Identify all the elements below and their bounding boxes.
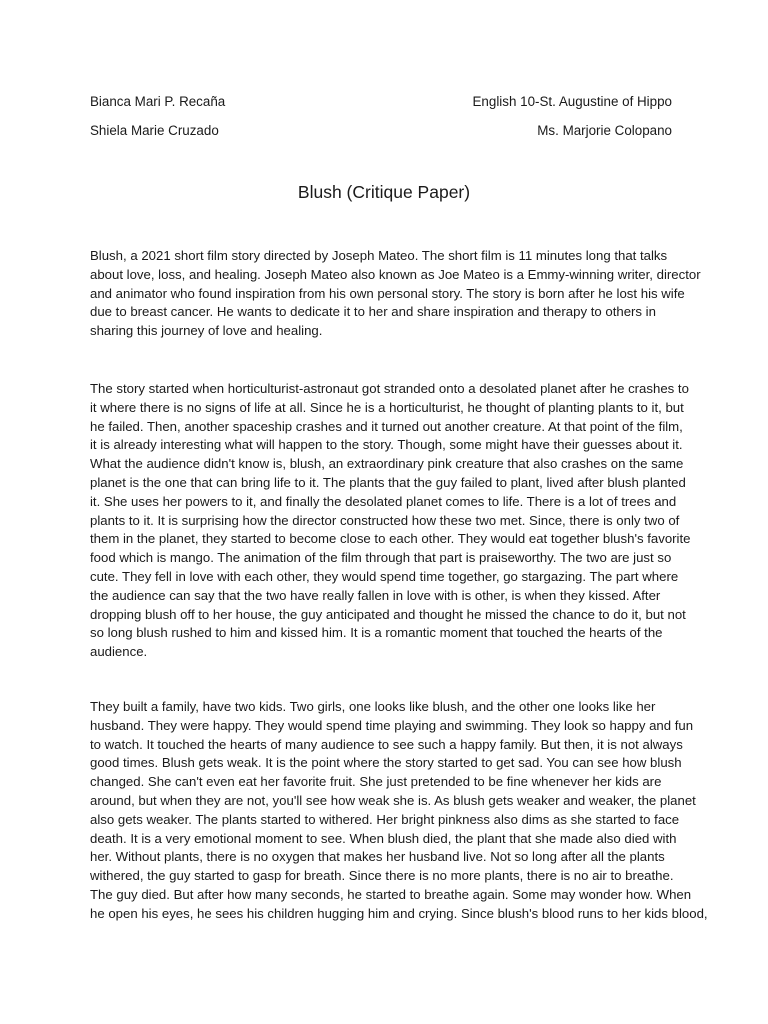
author-name-1: Bianca Mari P. Recaña (90, 94, 226, 109)
paragraph-line: dropping blush off to her house, the guy anticipated and thought he missed the chance to do it, but not (90, 606, 686, 622)
paragraph-line: good times. Blush gets weak. It is the point where the story started to get sad. You can see how blush (90, 755, 682, 771)
paragraph-line: it. She uses her powers to it, and finally the desolated planet comes to life. There is a lot of trees and (90, 493, 677, 509)
paragraph-line: The story started when horticulturist-astronaut got stranded onto a desolated planet after he crashes to (90, 381, 689, 396)
paragraph-line: due to breast cancer. He wants to dedicate it to her and share inspiration and therapy to others in (90, 304, 656, 320)
paragraph-line: husband. They were happy. They would spend time playing and swimming. They look so happy and fun (90, 717, 694, 733)
paragraph-line: food which is mango. The animation of the film through that part is praiseworthy. The two are just so (90, 550, 672, 566)
teacher-name: Ms. Marjorie Colopano (537, 123, 672, 138)
paragraph-line: it where there is no signs of life at all. Since he is a horticulturist, he thought of planting plants to it, but (90, 399, 684, 415)
paragraph-line: around, but when they are not, you'll see how weak she is. As blush gets weaker and weaker, the planet (90, 792, 696, 808)
paragraph-line: What the audience didn't know is, blush, an extraordinary pink creature that also crashes on the same (90, 456, 684, 472)
paragraph-line: them in the planet, they started to become close to each other. They would eat together blush's favorite (90, 531, 691, 547)
paragraph-2 (90, 380, 691, 662)
paragraph-line: audience. (90, 644, 148, 660)
paragraph-line: Blush, a 2021 short film story directed by Joseph Mateo. The short film is 11 minutes long that talks (90, 248, 668, 263)
paragraph-line: also gets weaker. The plants started to withered. Her bright pinkness also dims as she started to face (90, 811, 680, 827)
paragraph-line: They built a family, have two kids. Two girls, one looks like blush, and the other one looks like her (90, 699, 656, 714)
paragraph-line: he open his eyes, he sees his children hugging him and crying. Since blush's blood runs to her kids blood, (90, 905, 708, 921)
paragraph-line: and animator who found inspiration from his own personal story. The story is born after he lost his wife (90, 285, 685, 301)
paragraph-line: planet is the one that can bring life to it. The plants that the guy failed to plant, lived after blush planted (90, 474, 686, 490)
paragraph-line: so long blush rushed to him and kissed him. It is a romantic moment that touched the hearts of the (90, 625, 663, 641)
paragraph-line: it is already interesting what will happen to the story. Though, some might have their guesses about it. (90, 437, 683, 453)
paragraph-1 (90, 247, 701, 341)
paragraph-line: cute. They fell in love with each other, they would spend time together, go stargazing. The part where (90, 568, 679, 584)
paragraph-line: withered, the guy started to gasp for breath. Since there is no more plants, there is no air to breathe. (90, 868, 674, 884)
paragraph-line: about love, loss, and healing. Joseph Mateo also known as Joe Mateo is a Emmy-winning writer, director (90, 266, 701, 282)
paragraph-line: changed. She can't even eat her favorite fruit. She just pretended to be fine whenever her kids are (90, 774, 662, 790)
paragraph-line: her. Without plants, there is no oxygen that makes her husband live. Not so long after all the plants (90, 849, 665, 865)
paragraph-line: death. It is a very emotional moment to see. When blush died, the plant that she made also died with (90, 830, 677, 846)
paragraph-line: to watch. It touched the hearts of many audience to see such a happy family. But then, it is not always (90, 736, 683, 752)
course-name: English 10-St. Augustine of Hippo (472, 94, 672, 109)
author-name-2: Shiela Marie Cruzado (90, 123, 219, 138)
paragraph-3 (90, 698, 708, 924)
paragraph-line: he failed. Then, another spaceship crashes and it turned out another creature. At that point of the film, (90, 418, 683, 434)
page-title: Blush (Critique Paper) (297, 182, 471, 202)
paragraph-line: plants to it. It is surprising how the director constructed how these two met. Since, there is only two of (90, 512, 680, 528)
paragraph-line: The guy died. But after how many seconds, he started to breathe again. Some may wonder how. When (90, 886, 692, 902)
paragraph-line: sharing this journey of love and healing. (90, 323, 323, 339)
paragraph-line: the audience can say that the two have really fallen in love with is other, is when they kissed. After (90, 587, 661, 603)
header-row-2 (90, 123, 672, 139)
header-row-1 (90, 94, 672, 110)
